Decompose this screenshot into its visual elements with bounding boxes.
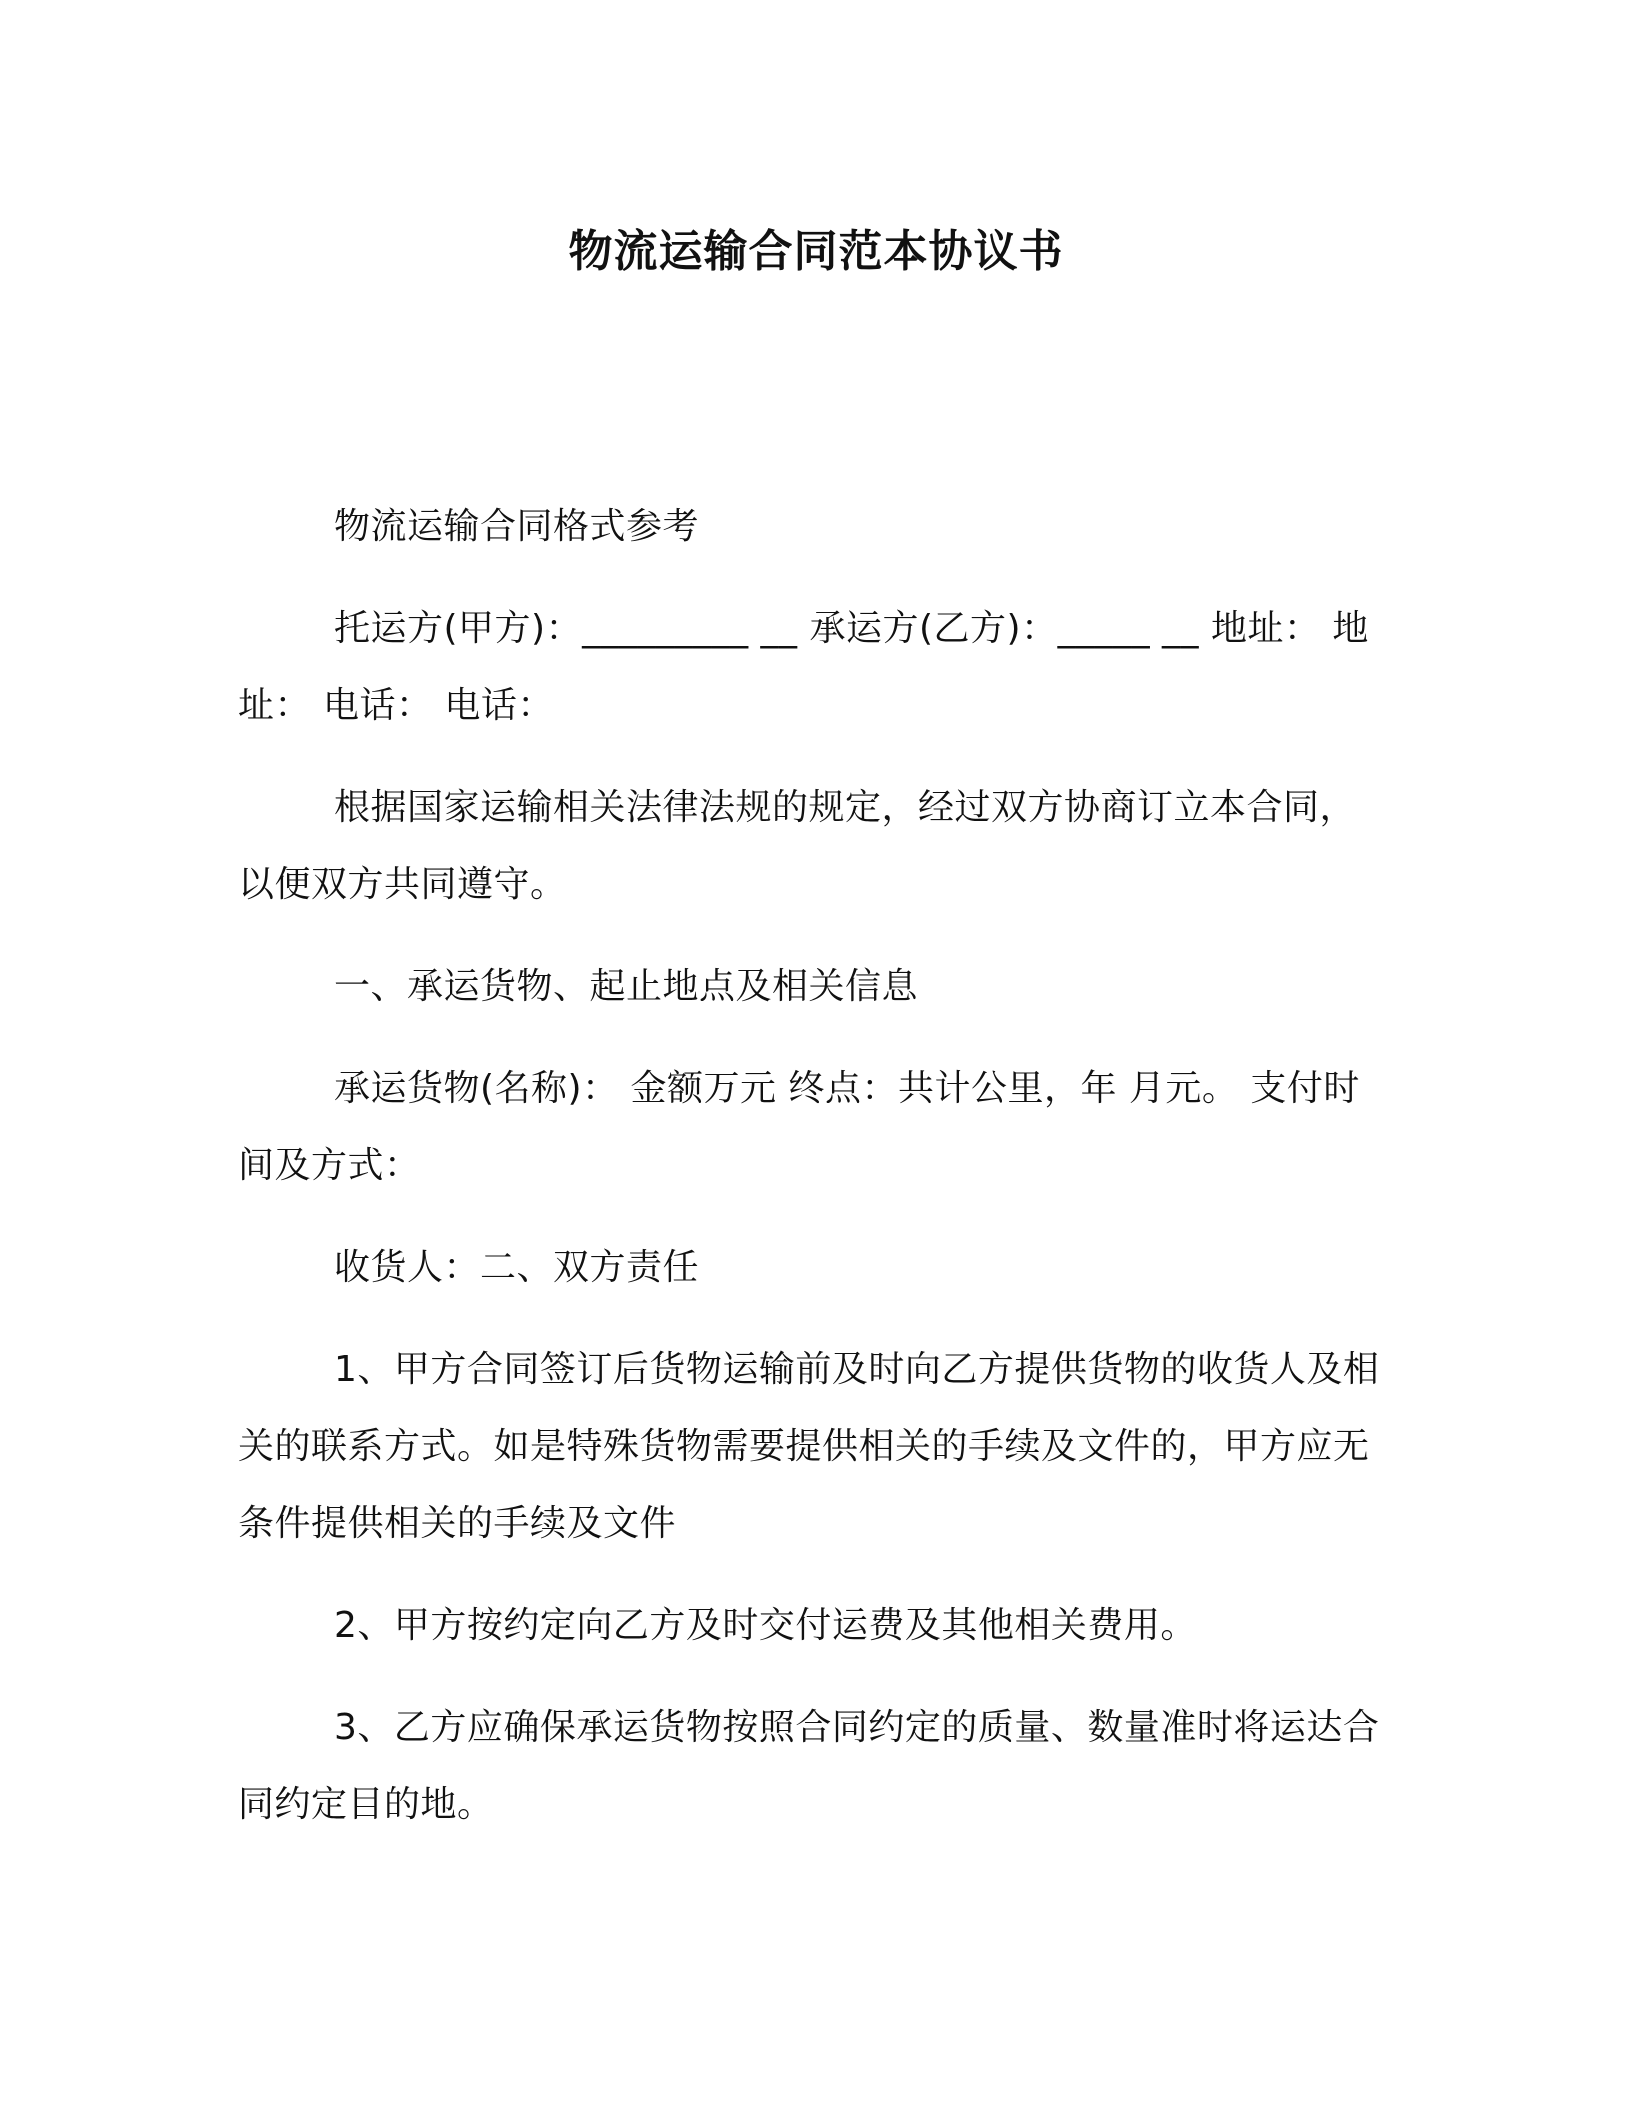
clause-2: 2、甲方按约定向乙方及时交付运费及其他相关费用。 xyxy=(334,1605,1197,1646)
clause-1: 1、甲方合同签订后货物运输前及时向乙方提供货物的收货人及相关的联系方式。如是特殊货物需要提供相关的手续及文件的，甲方应无条件提供相关的手续及文件 xyxy=(238,1349,1380,1544)
paragraph-parties: 托运方(甲方)：_________ __ 承运方(乙方)：_____ __ 地址： 地址： 电话： 电话： xyxy=(238,608,1369,726)
document-title: 物流运输合同范本协议书 xyxy=(568,226,1064,277)
paragraph-goods-info: 承运货物(名称)： 金额万元 终点：共计公里，年 月元。 支付时间及方式： xyxy=(238,1068,1360,1186)
document-body xyxy=(238,488,1380,1843)
paragraph-preamble: 根据国家运输相关法律法规的规定，经过双方协商订立本合同，以便双方共同遵守。 xyxy=(238,787,1357,905)
paragraph-format-reference: 物流运输合同格式参考 xyxy=(334,506,700,547)
section-heading-goods: 一、承运货物、起止地点及相关信息 xyxy=(334,966,919,1007)
clause-3: 3、乙方应确保承运货物按照合同约定的质量、数量准时将运达合同约定目的地。 xyxy=(238,1707,1380,1825)
paragraph-consignee-responsibilities: 收货人：二、双方责任 xyxy=(334,1247,700,1288)
